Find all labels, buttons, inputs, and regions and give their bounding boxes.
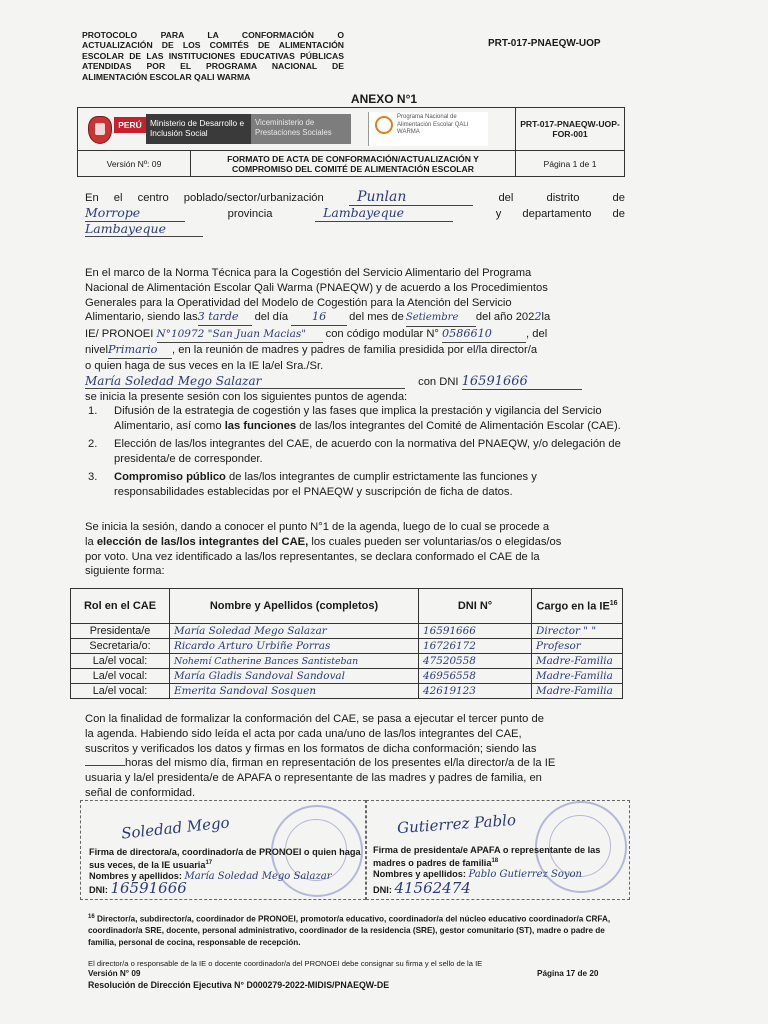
apafa-signer-dni: 41562474	[394, 879, 471, 897]
cell-cargo: Director " "	[532, 624, 623, 639]
viceministry-logo: Viceministerio de Prestaciones Sociales	[251, 114, 351, 144]
col-header-rol: Rol en el CAE	[71, 589, 170, 624]
nivel-field: Primario	[108, 343, 172, 359]
cell-rol: La/el vocal:	[71, 684, 170, 699]
paragraph-text: IE/ PRONOEI	[85, 328, 154, 341]
page-footer	[88, 968, 633, 979]
coat-of-arms-icon	[88, 116, 112, 144]
peru-logo: PERÚ	[114, 117, 146, 133]
codigo-modular-field: 0586610	[442, 327, 526, 343]
col-header-nombre: Nombre y Apellidos (completos)	[170, 589, 419, 624]
protocol-title-line: ACTUALIZACIÓN DE LOS COMITÉS DE ALIMENTACIÓN	[82, 40, 344, 51]
dni-label: DNI:	[373, 885, 392, 895]
provincia-field: Lambayeque	[315, 206, 453, 222]
anio-field: 2	[534, 310, 542, 324]
table-row	[71, 624, 623, 639]
footnote-text: Director/a, subdirector/a, coordinador de PRONOEI, promotor/a educativo, coordinador/a del núcleo educativo coordinador/a CRFA, coordinador/a SRE, docente, personal administrativo, coordinador de la residencia (SRE), gestor comunitario (ST), madre o padre de familia, personal de cocina, responsable de recepción.	[88, 914, 611, 947]
paragraph-bold-text: elección de las/los integrantes del CAE,	[96, 535, 309, 548]
agenda-list	[88, 404, 626, 504]
footnote-ref: 17	[205, 860, 213, 866]
names-label: Nombres y apellidos:	[89, 871, 182, 882]
paragraph-text: con DNI	[418, 375, 459, 388]
paragraph-text: del mes de	[349, 311, 404, 324]
cell-cargo: Madre-Familia	[532, 654, 623, 669]
cell-rol: La/el vocal:	[71, 654, 170, 669]
director-signature-box	[80, 800, 366, 900]
resolution-footer: Resolución de Dirección Ejecutiva N° D000279-2022-MIDIS/PNAEQW-DE	[88, 980, 390, 990]
cargo-header-text: Cargo en la IE	[536, 600, 610, 613]
apafa-signature-label	[373, 845, 627, 880]
paragraph-text: nivel	[85, 343, 109, 356]
cell-dni: 47520558	[419, 654, 532, 669]
footer-page: Página 17 de 20	[537, 969, 599, 978]
poblado-field: Punlan	[349, 190, 473, 206]
paragraph-line: suscritos y verificados los datos y firmas en los formatos de dicha conformación; siendo las	[85, 742, 537, 755]
table-row	[71, 684, 623, 699]
cell-dni: 16591666	[419, 624, 532, 639]
director-dni-row	[89, 879, 187, 897]
footnote-number: 16	[88, 914, 95, 920]
paragraph-line: o quien haga de sus veces en la IE la/el Sra./Sr.	[85, 359, 324, 372]
program-name: Programa Nacional de Alimentación Escolar QALI WARMA	[397, 114, 469, 136]
ie-field: N°10972 "San Juan Macias"	[157, 327, 323, 343]
director-signature: Soledad Mego	[120, 813, 231, 843]
paragraph-line: la agenda. Habiendo sido leída el acta por cada una/uno de las/los integrantes del CAE,	[85, 727, 522, 740]
paragraph-line: Nacional de Alimentación Escolar Qali Warma (PNAEQW) y de acuerdo a los Procedimientos	[85, 281, 548, 294]
context-paragraph	[85, 266, 625, 405]
dia-field: 16	[291, 310, 347, 326]
paragraph-line: se inicia la presente sesión con los siguientes puntos de agenda:	[85, 391, 408, 404]
location-text: y departamento de	[495, 207, 625, 220]
apafa-signature: Gutierrez Pablo	[396, 810, 517, 838]
program-logo	[368, 112, 488, 146]
col-header-dni: DNI N°	[419, 589, 532, 624]
agenda-number: 3.	[88, 471, 98, 484]
paragraph-text: horas del mismo día, firman en representación de los presentes el/la director/a de la IE	[125, 757, 556, 770]
ministry-logo: Ministerio de Desarrollo e Inclusión Social	[146, 114, 251, 144]
cell-rol: Secretaria/o:	[71, 639, 170, 654]
director-name-field: María Soledad Mego Salazar	[85, 374, 405, 390]
cell-rol: Presidenta/e	[71, 624, 170, 639]
paragraph-text: la	[85, 535, 97, 548]
cell-nombre: Emerita Sandoval Sosquen	[170, 684, 419, 699]
director-dni-field: 16591666	[462, 375, 582, 391]
cell-cargo: Profesor	[532, 639, 623, 654]
distrito-field: Morrope	[85, 206, 185, 222]
protocol-title-line: ESCOLAR DE LAS INSTITUCIONES EDUCATIVAS PÚBLICAS	[82, 50, 344, 61]
paragraph-line: siguiente forma:	[85, 565, 165, 578]
closing-paragraph	[85, 712, 625, 801]
paragraph-line: En el marco de la Norma Técnica para la Cogestión del Servicio Alimentario del Programa	[85, 267, 532, 279]
protocol-code: PRT-017-PNAEQW-UOP	[488, 38, 601, 49]
cell-cargo: Madre-Familia	[532, 669, 623, 684]
form-version: Versión Nº: 09	[78, 151, 191, 177]
location-text: provincia	[227, 207, 273, 220]
location-text: del distrito de	[498, 192, 625, 204]
paragraph-text: la	[541, 311, 551, 324]
location-text: En el centro poblado/sector/urbanización	[85, 192, 324, 204]
agenda-item	[88, 470, 626, 499]
paragraph-text: , del	[526, 328, 548, 341]
agenda-item	[88, 404, 626, 433]
protocol-title-line: ALIMENTACIÓN ESCOLAR QALI WARMA	[82, 71, 251, 82]
agenda-number: 2.	[88, 438, 98, 451]
form-title: FORMATO DE ACTA DE CONFORMACIÓN/ACTUALIZACIÓN Y COMPROMISO DEL COMITÉ DE ALIMENTACIÓN ESCOLAR	[191, 151, 516, 177]
director-signer-name: María Soledad Mego Salazar	[184, 871, 332, 883]
agenda-text: Elección de las/los integrantes del CAE, de acuerdo con la normativa del PNAEQW, y/o delegación de presidenta/e de corresponder.	[114, 438, 621, 465]
table-row	[71, 639, 623, 654]
cell-nombre: María Gladis Sandoval Sandoval	[170, 669, 419, 684]
paragraph-text: con código modular N°	[325, 328, 439, 341]
footnote-16	[88, 912, 633, 948]
apafa-signature-box	[366, 800, 630, 900]
cell-nombre: Ricardo Arturo Urbiñe Porras	[170, 639, 419, 654]
footer-version: Versión N° 09	[88, 969, 141, 978]
agenda-text: de las/los integrantes de cumplir estrictamente las funciones y responsabilidades establecidas por el PNAEQW y suscripción de ficha de datos.	[114, 471, 537, 498]
apafa-dni-row	[373, 879, 471, 897]
agenda-bold-text: las funciones	[224, 419, 297, 432]
agenda-number: 1.	[88, 405, 98, 417]
logo-cell	[78, 108, 516, 151]
location-paragraph	[85, 190, 625, 237]
sig-label-text: Firma de directora/a, coordinador/a de PRONOEI o quien haga sus veces, de la IE usuaria	[89, 847, 361, 871]
footnote-ref: 16	[609, 599, 618, 607]
protocol-title-line: PROTOCOLO PARA LA CONFORMACIÓN O	[82, 30, 344, 40]
footnote-ref: 18	[491, 858, 499, 864]
apafa-signer-name: Pablo Gutierrez Soyon	[468, 869, 582, 881]
cell-dni: 42619123	[419, 684, 532, 699]
sig-label-text: Firma de presidenta/e APAFA o representante de las madres o padres de familia	[373, 845, 601, 869]
agenda-text: Difusión de la estrategia de cogestión y las fases que implica la prestación y vigilancia del Servicio Alimentario, así como	[114, 405, 602, 432]
names-label: Nombres y apellidos:	[373, 869, 466, 880]
qali-warma-spiral-icon	[375, 116, 393, 134]
cell-rol: La/el vocal:	[71, 669, 170, 684]
dni-label: DNI:	[89, 885, 108, 895]
paragraph-text: , en la reunión de madres y padres de familia presidida por el/la director/a	[172, 343, 538, 356]
annex-title: ANEXO N°1	[350, 92, 418, 106]
cell-nombre: Nohemí Catherine Bances Santisteban	[170, 654, 419, 669]
form-page: Página 1 de 1	[516, 151, 625, 177]
mes-field: Setiembre	[406, 311, 476, 327]
agenda-text: de las/los integrantes del Comité de Alimentación Escolar (CAE).	[296, 419, 621, 432]
horas-blank	[85, 765, 125, 766]
departamento-field: Lambayeque	[85, 222, 203, 238]
paragraph-line: Generales para la Operatividad del Modelo de Cogestión para la Atención del Servicio	[85, 296, 512, 309]
paragraph-line: por voto. Una vez identificado a las/los representantes, se declara conformado el CAE de la	[85, 550, 540, 563]
paragraph-text: Alimentario, siendo las	[85, 311, 198, 324]
form-header-table	[77, 107, 625, 177]
agenda-item	[88, 437, 626, 466]
paragraph-text: del día	[254, 311, 289, 324]
paragraph-line: Con la finalidad de formalizar la conformación del CAE, se pasa a ejecutar el tercer punto de	[85, 713, 544, 725]
form-code: PRT-017-PNAEQW-UOP-FOR-001	[516, 108, 625, 151]
cell-dni: 46956558	[419, 669, 532, 684]
director-signature-label	[89, 847, 364, 882]
cell-cargo: Madre-Familia	[532, 684, 623, 699]
session-paragraph	[85, 520, 625, 579]
director-signer-dni: 16591666	[110, 879, 187, 897]
paragraph-line: usuaria y la/el presidenta/e de APAFA o representante de las madres y padres de familia, en	[85, 772, 542, 785]
paragraph-line: señal de conformidad.	[85, 786, 196, 799]
col-header-cargo	[532, 589, 623, 624]
footnote-17: El director/a o responsable de la IE o docente coordinador/a del PRONOEI debe consignar su firma y el sello de la IE	[88, 959, 483, 968]
table-row	[71, 669, 623, 684]
protocol-title	[82, 30, 344, 82]
paragraph-line: Se inicia la sesión, dando a conocer el punto N°1 de la agenda, luego de lo cual se procede a	[85, 521, 550, 533]
paragraph-text: del año 202	[475, 311, 535, 324]
cell-nombre: María Soledad Mego Salazar	[170, 624, 419, 639]
protocol-title-line: ATENDIDAS POR EL PROGRAMA NACIONAL DE	[82, 61, 344, 72]
hora-field: 3 tarde	[198, 310, 252, 326]
paragraph-text: los cuales pueden ser voluntarias/os o elegidas/os	[308, 535, 562, 548]
agenda-bold-text: Compromiso público	[114, 471, 226, 484]
cae-members-table	[70, 588, 623, 699]
table-row	[71, 654, 623, 669]
cell-dni: 16726172	[419, 639, 532, 654]
